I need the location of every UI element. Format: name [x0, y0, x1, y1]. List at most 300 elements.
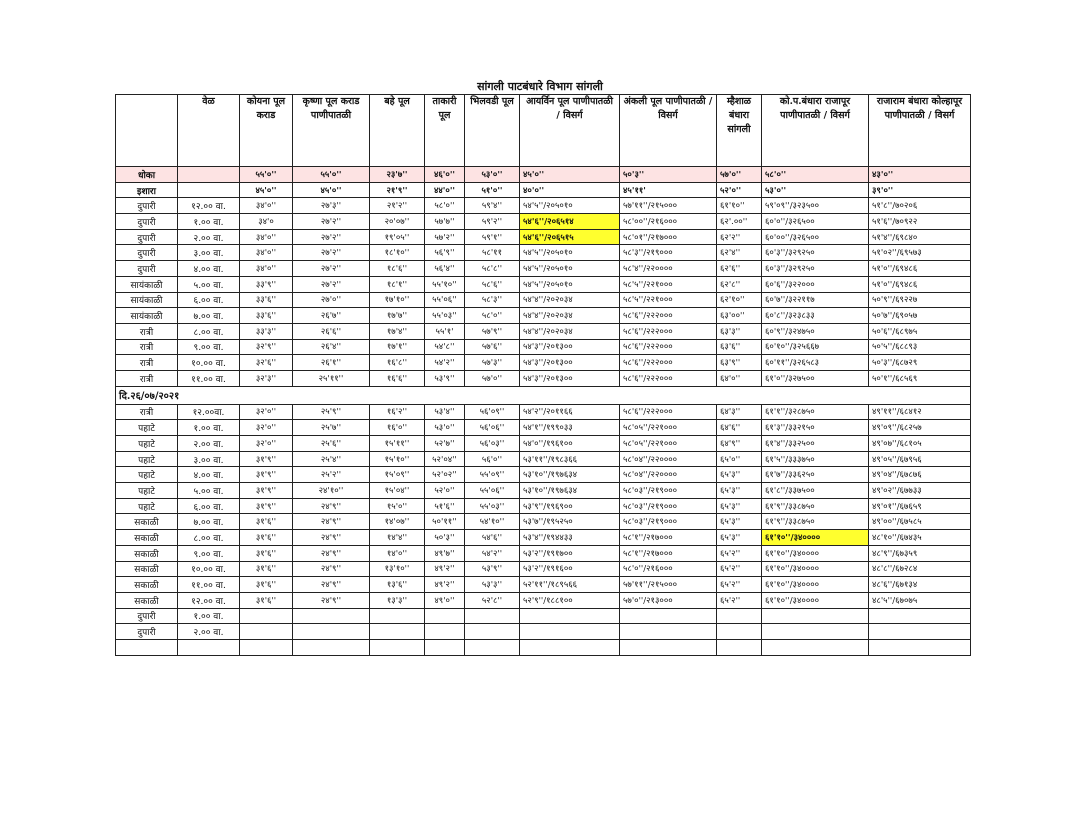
value-cell: ४९'७'' — [425, 545, 465, 561]
value-cell: ५३'११''/१९८३६६ — [520, 451, 620, 467]
value-cell: ५३'१०''/१९७६३४ — [520, 483, 620, 499]
water-level-table — [115, 94, 971, 656]
value-cell: ६०'६''/३२२००० — [762, 276, 869, 292]
value-cell: ५६'९'' — [425, 245, 465, 261]
table-row — [116, 229, 971, 245]
table-row — [116, 420, 971, 436]
value-cell: ५७'११''/२१५००० — [620, 198, 717, 214]
value-cell: २०'०७'' — [370, 214, 425, 230]
section-date: दि.२६/०७/२०२१ — [116, 386, 971, 404]
value-cell: २४'९'' — [293, 577, 370, 593]
value-cell: ५८'०४''/२२०००० — [620, 467, 717, 483]
value-cell: ५१'०२''/६९५७३ — [869, 245, 971, 261]
value-cell: ३१'६'' — [240, 577, 293, 593]
value-cell — [425, 624, 465, 640]
value-cell: ५९'२'' — [465, 214, 520, 230]
value-cell — [465, 639, 520, 655]
value-cell: १४'४'' — [370, 530, 425, 546]
value-cell: ५४'३''/२०१३०० — [520, 370, 620, 386]
value-cell: ५८'३''/२१९००० — [620, 245, 717, 261]
value-cell: ६५'२'' — [717, 545, 762, 561]
value-cell — [425, 608, 465, 624]
value-cell: ६४'३'' — [717, 404, 762, 420]
value-cell: २५'७'' — [293, 420, 370, 436]
value-cell: ६०'८''/३२३८३३ — [762, 308, 869, 324]
value-cell: ४९'०'' — [425, 592, 465, 608]
value-cell: ५६'४'' — [425, 261, 465, 277]
time-cell: १.०० वा. — [178, 420, 240, 436]
value-cell: ५८'०५''/२२१००० — [620, 420, 717, 436]
row-label: रात्री — [116, 339, 178, 355]
value-cell: ५४'२'' — [425, 355, 465, 371]
value-cell: ५७'०'' — [717, 167, 762, 183]
value-cell: ५४'४''/२०२०३४ — [520, 292, 620, 308]
row-label: सकाळी — [116, 561, 178, 577]
value-cell — [240, 608, 293, 624]
column-header: कोयना पूल कराड — [240, 95, 293, 167]
value-cell: ३२'९'' — [240, 339, 293, 355]
value-cell: ३४'० — [240, 214, 293, 230]
value-cell: १८'१०'' — [370, 245, 425, 261]
value-cell: २६'७'' — [293, 308, 370, 324]
value-cell: ६१'१०'' — [717, 198, 762, 214]
value-cell: ६४'०'' — [717, 370, 762, 386]
value-cell: ५६'०'' — [465, 451, 520, 467]
value-cell: १७'७'' — [370, 308, 425, 324]
value-cell: ५१'४''/६९८४० — [869, 229, 971, 245]
value-cell: ५२'०'' — [717, 182, 762, 198]
value-cell: ५७'६'' — [465, 339, 520, 355]
value-cell: ५३'९''/१९६९०० — [520, 498, 620, 514]
value-cell: ६०'७''/३२२११७ — [762, 292, 869, 308]
time-cell: ६.०० वा. — [178, 498, 240, 514]
value-cell: २४'९'' — [293, 561, 370, 577]
value-cell: ६१'१०''/३४०००० — [762, 530, 869, 546]
time-cell: १०.०० वा. — [178, 355, 240, 371]
row-label: सकाळी — [116, 577, 178, 593]
value-cell: ४९'०४''/६७८७६ — [869, 467, 971, 483]
value-cell — [293, 639, 370, 655]
value-cell: ५४'५''/२०५०१० — [520, 261, 620, 277]
value-cell: ५४'४''/२०२०३४ — [520, 308, 620, 324]
value-cell: २६'१'' — [293, 355, 370, 371]
table-row — [116, 483, 971, 499]
value-cell: ५७'३'' — [465, 355, 520, 371]
header-row — [116, 95, 971, 167]
table-row — [116, 545, 971, 561]
value-cell: २७'२'' — [293, 229, 370, 245]
value-cell: ६३'३'' — [717, 323, 762, 339]
value-cell: ६२'४'' — [717, 245, 762, 261]
value-cell: ५५'१०'' — [425, 276, 465, 292]
row-label: दुपारी — [116, 245, 178, 261]
column-header: बहे पूल — [370, 95, 425, 167]
value-cell: ५३'९'' — [465, 561, 520, 577]
value-cell: ३२'३'' — [240, 370, 293, 386]
value-cell: १६'२'' — [370, 404, 425, 420]
value-cell — [869, 624, 971, 640]
date-section-row — [116, 386, 971, 404]
value-cell: ५४'०''/१९६१०० — [520, 436, 620, 452]
value-cell: ५८'००''/२१६००० — [620, 214, 717, 230]
value-cell: ६१'१०''/३४०००० — [762, 592, 869, 608]
time-cell: २.०० वा. — [178, 624, 240, 640]
row-label: सकाळी — [116, 530, 178, 546]
value-cell: ५२'११''/१८९५६६ — [520, 577, 620, 593]
value-cell: ४९'०५''/६७९५६ — [869, 451, 971, 467]
value-cell: ५८'१''/२१७००० — [620, 530, 717, 546]
value-cell: ५०'१''/६८५६९ — [869, 370, 971, 386]
value-cell: ५६'०९'' — [465, 404, 520, 420]
column-header: आयर्विन पूल पाणीपातळी / विसर्ग — [520, 95, 620, 167]
column-header: भिलवडी पूल — [465, 95, 520, 167]
value-cell: २७'३'' — [293, 198, 370, 214]
value-cell: २४'९'' — [293, 545, 370, 561]
value-cell: ४८'६''/६७१३४ — [869, 577, 971, 593]
table-row — [116, 214, 971, 230]
value-cell: ४८'५''/६७०७५ — [869, 592, 971, 608]
table-row — [116, 292, 971, 308]
value-cell: ६१'१०''/३४०००० — [762, 545, 869, 561]
value-cell: ५३'२''/१९१६०० — [520, 561, 620, 577]
value-cell: ५४'६''/२०६५१४ — [520, 214, 620, 230]
value-cell: ५५'१' — [425, 323, 465, 339]
value-cell: १५'१०'' — [370, 451, 425, 467]
value-cell: ६४'६'' — [717, 420, 762, 436]
value-cell: ६४'९'' — [717, 436, 762, 452]
value-cell: ५४'५''/२०५०१० — [520, 245, 620, 261]
value-cell: ६५'२'' — [717, 561, 762, 577]
value-cell: ६१'४''/३३२५०० — [762, 436, 869, 452]
value-cell — [620, 608, 717, 624]
table-body — [116, 167, 971, 656]
warning-level-row — [116, 182, 971, 198]
value-cell: ६५'३'' — [717, 514, 762, 530]
time-cell — [178, 182, 240, 198]
value-cell: ३१'६'' — [240, 592, 293, 608]
value-cell — [717, 624, 762, 640]
value-cell — [717, 608, 762, 624]
value-cell: ६३'९'' — [717, 355, 762, 371]
value-cell: ५३'०'' — [762, 182, 869, 198]
value-cell: ५८'३'' — [465, 292, 520, 308]
column-header: अंकली पूल पाणीपातळी / विसर्ग — [620, 95, 717, 167]
value-cell: ५४'१''/१९९०३३ — [520, 420, 620, 436]
value-cell: ५०'९''/६९२२७ — [869, 292, 971, 308]
row-label: रात्री — [116, 404, 178, 420]
value-cell: ३१'९'' — [240, 451, 293, 467]
value-cell — [293, 624, 370, 640]
value-cell: ६३'००'' — [717, 308, 762, 324]
row-label: पहाटे — [116, 498, 178, 514]
value-cell: २१'२'' — [370, 198, 425, 214]
table-row — [116, 436, 971, 452]
value-cell: २१'९'' — [370, 182, 425, 198]
value-cell: ५५'०३'' — [425, 308, 465, 324]
row-label: धोका — [116, 167, 178, 183]
value-cell: ३१'९'' — [240, 467, 293, 483]
value-cell: ५८'१''/२१७००० — [620, 545, 717, 561]
time-cell: १२.०० वा. — [178, 198, 240, 214]
value-cell — [620, 624, 717, 640]
value-cell: १७'४'' — [370, 323, 425, 339]
value-cell: ३१'६'' — [240, 545, 293, 561]
row-label — [116, 639, 178, 655]
row-label: दुपारी — [116, 229, 178, 245]
table-row — [116, 370, 971, 386]
time-cell: ७.०० वा. — [178, 308, 240, 324]
value-cell: ५८'०३''/२१९००० — [620, 498, 717, 514]
value-cell: ६१'९''/३३८७५० — [762, 498, 869, 514]
value-cell: ५५'०९'' — [465, 467, 520, 483]
column-header: वेळ — [178, 95, 240, 167]
value-cell — [293, 608, 370, 624]
value-cell: २७'२'' — [293, 245, 370, 261]
value-cell: ५४'८'' — [425, 339, 465, 355]
value-cell: ३३'६'' — [240, 292, 293, 308]
row-label: पहाटे — [116, 467, 178, 483]
time-cell: २.०० वा. — [178, 436, 240, 452]
row-label: पहाटे — [116, 451, 178, 467]
value-cell — [240, 624, 293, 640]
value-cell: ५३'१०''/१९७६३४ — [520, 467, 620, 483]
value-cell: ५०'६''/६८९७५ — [869, 323, 971, 339]
value-cell: ६५'०'' — [717, 451, 762, 467]
table-row — [116, 514, 971, 530]
value-cell: ५७'९'' — [465, 323, 520, 339]
value-cell: १५'११'' — [370, 436, 425, 452]
value-cell: ५७'०''/२१३००० — [620, 592, 717, 608]
value-cell: ३९'०'' — [869, 182, 971, 198]
value-cell: ३१'९'' — [240, 498, 293, 514]
value-cell: ४५'०'' — [240, 182, 293, 198]
value-cell: ५९'४'' — [465, 198, 520, 214]
value-cell: २५'११'' — [293, 370, 370, 386]
value-cell: ५१'६''/७०९२२ — [869, 214, 971, 230]
value-cell: ५८'०४''/२२०००० — [620, 451, 717, 467]
time-cell: ११.०० वा. — [178, 577, 240, 593]
value-cell: ५८'६''/२२२००० — [620, 339, 717, 355]
time-cell: १२.०० वा. — [178, 592, 240, 608]
column-header — [116, 95, 178, 167]
value-cell: ५८'६''/२२२००० — [620, 355, 717, 371]
value-cell: ६०'३''/३२९२५० — [762, 245, 869, 261]
value-cell: ५८'०३''/२१९००० — [620, 514, 717, 530]
value-cell: ५८'५''/२२१००० — [620, 276, 717, 292]
value-cell: ५८'०१''/२१७००० — [620, 229, 717, 245]
value-cell: ५२'०४'' — [425, 451, 465, 467]
value-cell: ४८'८''/६७२८४ — [869, 561, 971, 577]
value-cell — [370, 624, 425, 640]
value-cell — [520, 639, 620, 655]
value-cell: १९'०५'' — [370, 229, 425, 245]
value-cell: १५'०९'' — [370, 467, 425, 483]
value-cell: २४'९'' — [293, 592, 370, 608]
value-cell: ६१'१''/३२८७५० — [762, 404, 869, 420]
value-cell: ५८'६''/२२२००० — [620, 308, 717, 324]
value-cell: १७'१०'' — [370, 292, 425, 308]
value-cell: ५८'०'' — [465, 308, 520, 324]
value-cell: ५९'०९''/३२३५०० — [762, 198, 869, 214]
value-cell — [520, 608, 620, 624]
value-cell: ५८'४''/२२०००० — [620, 261, 717, 277]
value-cell: ५०'११'' — [425, 514, 465, 530]
value-cell: १३'६'' — [370, 577, 425, 593]
time-cell: ११.०० वा. — [178, 370, 240, 386]
value-cell: ३३'६'' — [240, 308, 293, 324]
value-cell: ३४'०'' — [240, 198, 293, 214]
value-cell: ३२'६'' — [240, 355, 293, 371]
value-cell: ६०'३''/३२९२५० — [762, 261, 869, 277]
value-cell: ५४'३''/२०१३०० — [520, 355, 620, 371]
value-cell: १५'०'' — [370, 498, 425, 514]
time-cell: ८.०० वा. — [178, 530, 240, 546]
column-header: कृष्णा पूल कराड पाणीपातळी — [293, 95, 370, 167]
value-cell — [869, 608, 971, 624]
value-cell: ५४'२'' — [465, 545, 520, 561]
value-cell: १७'१'' — [370, 339, 425, 355]
value-cell: २४'१०'' — [293, 483, 370, 499]
value-cell: ४५'११' — [620, 182, 717, 198]
value-cell: २३'७'' — [370, 167, 425, 183]
row-label: रात्री — [116, 355, 178, 371]
value-cell: ३२'०'' — [240, 436, 293, 452]
value-cell: ६२'२'' — [717, 229, 762, 245]
value-cell: ३३'९'' — [240, 276, 293, 292]
value-cell: १३'१०'' — [370, 561, 425, 577]
value-cell: ६१'५''/३३३७५० — [762, 451, 869, 467]
value-cell: ४९'०९''/६८२५७ — [869, 420, 971, 436]
row-label: दुपारी — [116, 198, 178, 214]
value-cell: १८'१'' — [370, 276, 425, 292]
time-cell: ६.०० वा. — [178, 292, 240, 308]
value-cell: ६१'१०''/३४०००० — [762, 577, 869, 593]
value-cell: ५४'६'' — [465, 530, 520, 546]
value-cell: १४'०७'' — [370, 514, 425, 530]
value-cell: ५२'०२'' — [425, 467, 465, 483]
table-row — [116, 355, 971, 371]
value-cell: ५२'०'' — [425, 483, 465, 499]
time-cell: ३.०० वा. — [178, 245, 240, 261]
value-cell: १६'८'' — [370, 355, 425, 371]
value-cell: ५१'६'' — [425, 498, 465, 514]
value-cell: ५३'९'' — [425, 370, 465, 386]
value-cell: १६'६'' — [370, 370, 425, 386]
time-cell: १२.००वा. — [178, 404, 240, 420]
row-label: सायंकाळी — [116, 276, 178, 292]
value-cell: ५२'८'' — [465, 592, 520, 608]
table-row — [116, 339, 971, 355]
time-cell: ५.०० वा. — [178, 276, 240, 292]
value-cell: २६'४'' — [293, 339, 370, 355]
value-cell: ५४'२''/२०११६६ — [520, 404, 620, 420]
value-cell: ४४'०'' — [425, 182, 465, 198]
value-cell — [370, 608, 425, 624]
value-cell: २४'९'' — [293, 514, 370, 530]
row-label: दुपारी — [116, 624, 178, 640]
time-cell: ८.०० वा. — [178, 323, 240, 339]
value-cell: ५२'९''/१८८१०० — [520, 592, 620, 608]
value-cell: ३१'६'' — [240, 514, 293, 530]
value-cell: ४९'०१''/६७६५९ — [869, 498, 971, 514]
value-cell: ६३'६'' — [717, 339, 762, 355]
column-header: म्हैशाळ बंधारा सांगली — [717, 95, 762, 167]
time-cell: १.०० वा. — [178, 214, 240, 230]
page-title: सांगली पाटबंधारे विभाग सांगली — [477, 80, 603, 93]
value-cell — [869, 639, 971, 655]
table-row — [116, 404, 971, 420]
value-cell: १३'३'' — [370, 592, 425, 608]
value-cell: ५८'०३''/२१९००० — [620, 483, 717, 499]
time-cell: ९.०० वा. — [178, 545, 240, 561]
time-cell: ४.०० वा. — [178, 261, 240, 277]
value-cell: ४९'००''/६७५८५ — [869, 514, 971, 530]
value-cell: ५४'१०'' — [465, 514, 520, 530]
value-cell: ५२'७'' — [425, 436, 465, 452]
value-cell: ५३'४''/१९४४३३ — [520, 530, 620, 546]
value-cell: ३४'०'' — [240, 229, 293, 245]
value-cell: २७'२'' — [293, 214, 370, 230]
value-cell: ५५'०३'' — [465, 498, 520, 514]
value-cell: ६०'११''/३२६५८३ — [762, 355, 869, 371]
time-cell: ४.०० वा. — [178, 467, 240, 483]
time-cell: ९.०० वा. — [178, 339, 240, 355]
row-label: सकाळी — [116, 592, 178, 608]
value-cell: ४९'२'' — [425, 561, 465, 577]
row-label: दुपारी — [116, 261, 178, 277]
value-cell: २६'६'' — [293, 323, 370, 339]
value-cell: ५८'६''/२२२००० — [620, 370, 717, 386]
value-cell: ३१'६'' — [240, 530, 293, 546]
value-cell: ६१'८''/३३७५०० — [762, 483, 869, 499]
value-cell: ५०'३'' — [620, 167, 717, 183]
value-cell: ५८'०'' — [762, 167, 869, 183]
value-cell: ५०'३''/६८७२९ — [869, 355, 971, 371]
value-cell: ३१'६'' — [240, 561, 293, 577]
value-cell: ४९'०७''/६८१०५ — [869, 436, 971, 452]
value-cell: ६०'९''/३२४७५० — [762, 323, 869, 339]
value-cell: २७'२'' — [293, 261, 370, 277]
value-cell: ६५'२'' — [717, 577, 762, 593]
row-label: दुपारी — [116, 214, 178, 230]
table-row — [116, 198, 971, 214]
row-label: सकाळी — [116, 514, 178, 530]
table-row — [116, 577, 971, 593]
value-cell: ४६'०'' — [425, 167, 465, 183]
danger-level-row — [116, 167, 971, 183]
value-cell: ५८'५''/२२१००० — [620, 292, 717, 308]
value-cell: ५७'७'' — [425, 214, 465, 230]
value-cell: ५९'१'' — [465, 229, 520, 245]
table-row — [116, 608, 971, 624]
value-cell: ५३'७''/१९५२५० — [520, 514, 620, 530]
value-cell: ५८'०५''/२२१००० — [620, 436, 717, 452]
row-label: रात्री — [116, 323, 178, 339]
value-cell: ३१'९'' — [240, 483, 293, 499]
table-row — [116, 323, 971, 339]
value-cell: ५३'०'' — [465, 167, 520, 183]
value-cell: ५३'०'' — [425, 420, 465, 436]
value-cell — [425, 639, 465, 655]
value-cell: ४९'११''/६८४१२ — [869, 404, 971, 420]
value-cell: ४८'१०''/६७४३५ — [869, 530, 971, 546]
value-cell: ५०'७''/६९०५७ — [869, 308, 971, 324]
row-label: पहाटे — [116, 420, 178, 436]
row-label: रात्री — [116, 370, 178, 386]
value-cell: ६१'०''/३२७५०० — [762, 370, 869, 386]
value-cell — [240, 639, 293, 655]
value-cell: ५८'६'' — [465, 276, 520, 292]
